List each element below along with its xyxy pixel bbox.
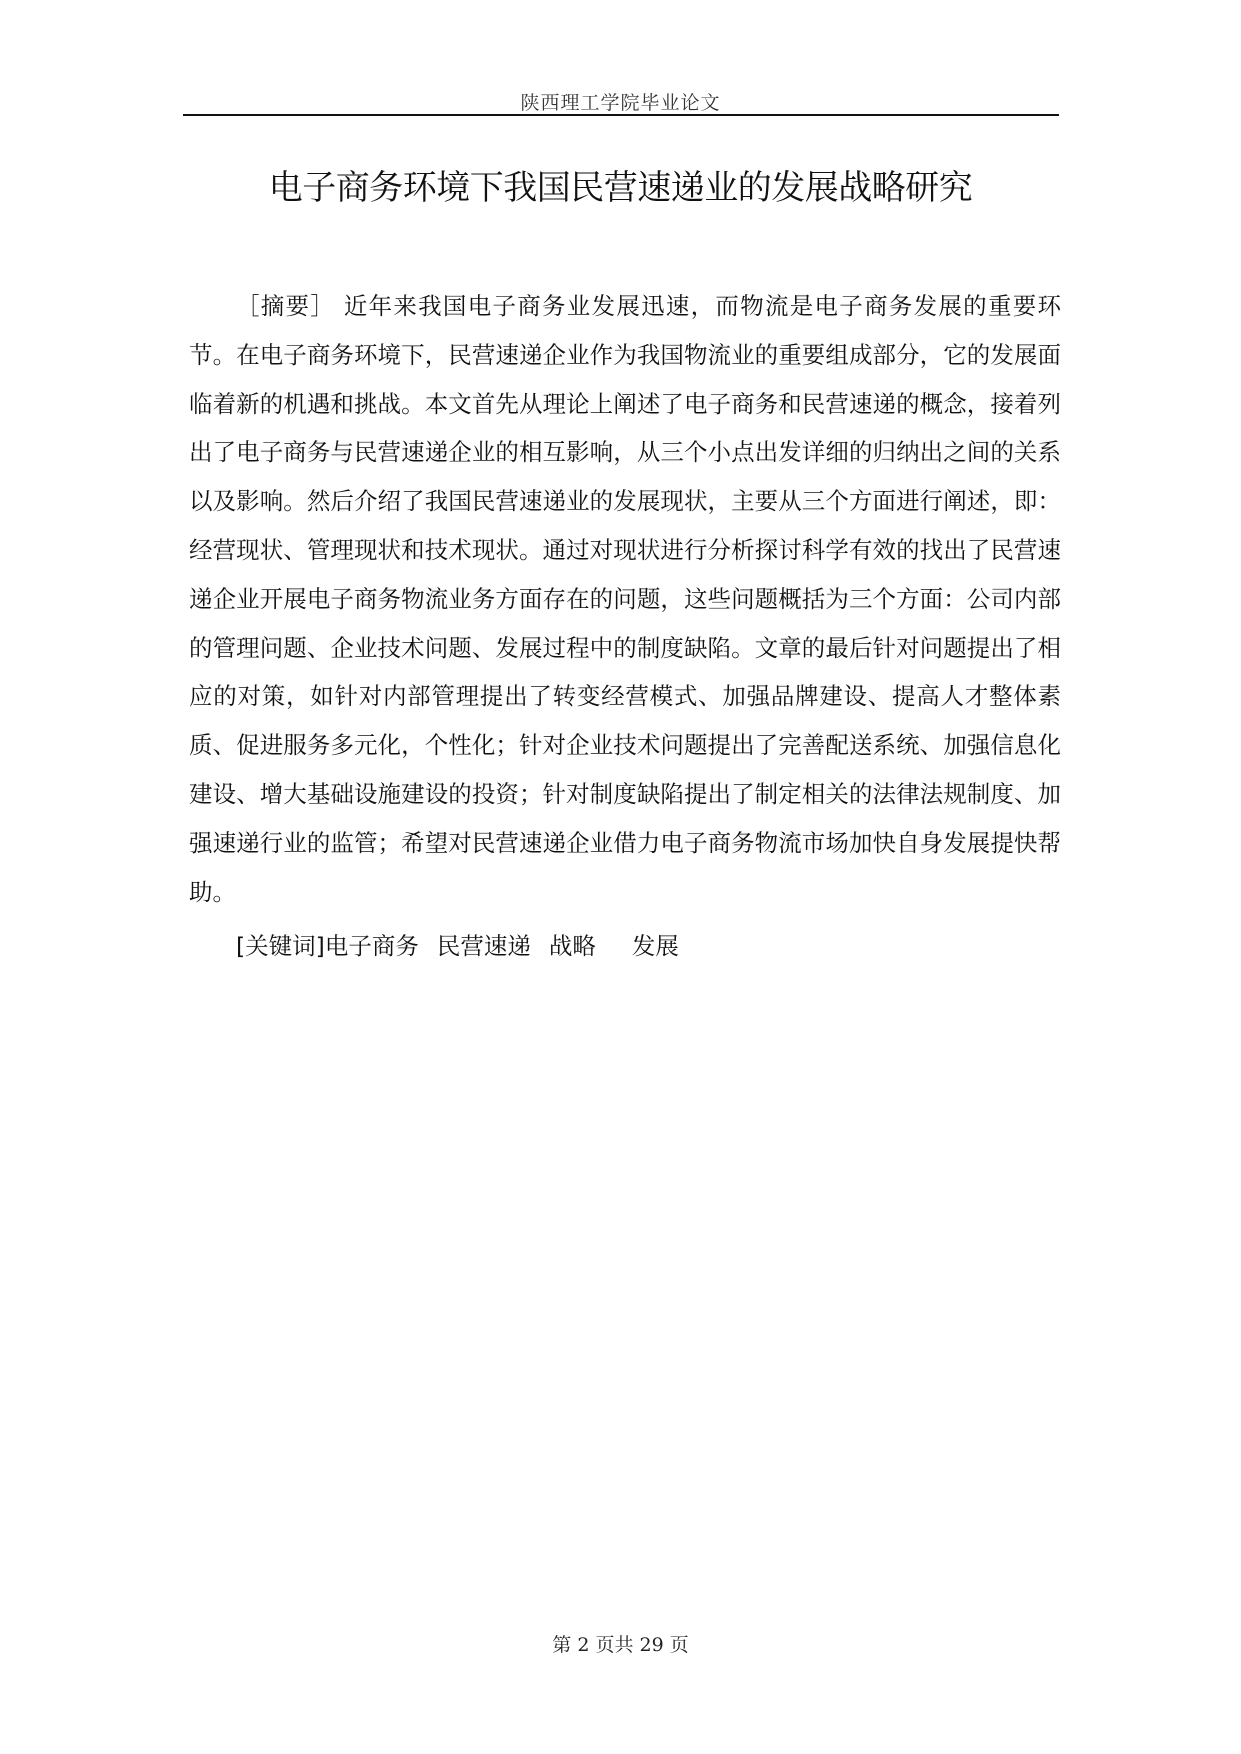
page-title: 电子商务环境下我国民营速递业的发展战略研究	[268, 168, 973, 208]
abstract-paragraph: ［摘要］ 近年来我国电子商务业发展迅速，而物流是电子商务发展的重要环节。在电子商务环境下，民营速递企业作为我国物流业的重要组成部分，它的发展面临着新的机遇和挑战。本文首先从理论上阐述了电子商务和民营速递的概念，接着列出了电子商务与民营速递企业的相互影响，从三个小点出发详细的归纳出之间的关系以及影响。然后介绍了我国民营速递业的发展现状，主要从三个方面进行阐述，即：经营现状、管理现状和技术现状。通过对现状进行分析探讨科学有效的找出了民营速递企业开展电子商务物流业务方面存在的问题，这些问题概括为三个方面：公司内部的管理问题、企业技术问题、发展过程中的制度缺陷。文章的最后针对问题提出了相应的对策，如针对内部管理提出了转变经营模式、加强品牌建设、提高人才整体素质、促进服务多元化，个性化；针对企业技术问题提出了完善配送系统、加强信息化建设、增大基础设施建设的投资；针对制度缺陷提出了制定相关的法律法规制度、加强速递行业的监管；希望对民营速递企业借力电子商务物流市场加快自身发展提快帮助。	[189, 292, 1061, 906]
running-header: 陕西理工学院毕业论文	[520, 92, 721, 114]
keywords-line	[236, 922, 679, 970]
keywords-label: [关键词]	[236, 932, 325, 960]
header-divider	[183, 114, 1059, 116]
abstract-section	[189, 282, 1061, 916]
keyword-item: 发展	[631, 932, 679, 960]
page-number-footer: 第 2 页共 29 页	[552, 1634, 689, 1656]
keyword-item: 民营速递	[436, 932, 531, 960]
keyword-item: 战略	[548, 932, 596, 960]
keyword-item: 电子商务	[324, 932, 419, 960]
